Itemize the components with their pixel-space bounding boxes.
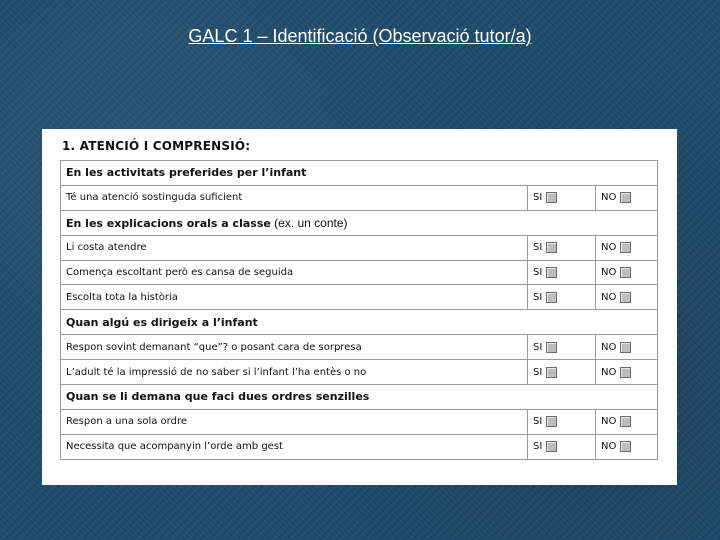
- yes-label: SI: [533, 192, 543, 204]
- group-header-row: [61, 310, 658, 335]
- table-row: [61, 335, 658, 360]
- item-label: Respon sovint demanant “que”? o posant cara de sorpresa: [61, 335, 528, 360]
- yes-checkbox[interactable]: [546, 292, 557, 303]
- item-label: Respon a una sola ordre: [61, 409, 528, 434]
- section-heading: 1. ATENCIÓ I COMPRENSIÓ:: [62, 139, 251, 153]
- table-row: [61, 260, 658, 285]
- group-header-label: Quan algú es dirigeix a l’infant: [66, 315, 258, 329]
- item-label: Comença escoltant però es cansa de seguida: [61, 260, 528, 285]
- yes-cell: [528, 285, 596, 310]
- yes-label: SI: [533, 416, 543, 428]
- item-label: L’adult té la impressió de no saber si l’infant l’ha entès o no: [61, 360, 528, 385]
- table-row: [61, 285, 658, 310]
- yes-cell: [528, 360, 596, 385]
- slide-title: GALC 1 – Identificació (Observació tutor/a): [188, 26, 532, 46]
- no-cell: [596, 409, 658, 434]
- no-label: NO: [601, 291, 617, 303]
- no-checkbox[interactable]: [620, 367, 631, 378]
- yes-cell: [528, 260, 596, 285]
- group-header-row: [61, 210, 658, 235]
- no-checkbox[interactable]: [620, 292, 631, 303]
- no-cell: [596, 360, 658, 385]
- yes-checkbox[interactable]: [546, 367, 557, 378]
- table-row: [61, 434, 658, 459]
- no-label: NO: [601, 366, 617, 378]
- group-header: [61, 210, 658, 235]
- table-row: [61, 360, 658, 385]
- item-label: Li costa atendre: [61, 235, 528, 260]
- item-label: Escolta tota la història: [61, 285, 528, 310]
- yes-label: SI: [533, 291, 543, 303]
- yes-cell: [528, 235, 596, 260]
- table-row: [61, 409, 658, 434]
- table-row: [61, 185, 658, 210]
- yes-cell: [528, 409, 596, 434]
- group-header: [61, 385, 658, 410]
- yes-cell: [528, 434, 596, 459]
- no-checkbox[interactable]: [620, 267, 631, 278]
- group-header: [61, 161, 658, 186]
- yes-label: SI: [533, 341, 543, 353]
- group-header-label: Quan se li demana que faci dues ordres senzilles: [66, 390, 370, 404]
- no-label: NO: [601, 192, 617, 204]
- group-header-row: [61, 385, 658, 410]
- yes-checkbox[interactable]: [546, 342, 557, 353]
- form-document: [42, 129, 677, 485]
- yes-cell: [528, 185, 596, 210]
- yes-checkbox[interactable]: [546, 416, 557, 427]
- yes-label: SI: [533, 441, 543, 453]
- no-label: NO: [601, 341, 617, 353]
- yes-label: SI: [533, 242, 543, 254]
- item-label: Necessita que acompanyin l’orde amb gest: [61, 434, 528, 459]
- no-checkbox[interactable]: [620, 242, 631, 253]
- no-cell: [596, 260, 658, 285]
- group-header-label: En les explicacions orals a classe: [66, 216, 271, 230]
- no-label: NO: [601, 416, 617, 428]
- no-cell: [596, 285, 658, 310]
- yes-checkbox[interactable]: [546, 242, 557, 253]
- group-header-note: (ex. un conte): [270, 215, 348, 230]
- no-label: NO: [601, 242, 617, 254]
- no-cell: [596, 335, 658, 360]
- no-cell: [596, 185, 658, 210]
- no-checkbox[interactable]: [620, 441, 631, 452]
- yes-checkbox[interactable]: [546, 441, 557, 452]
- group-header: [61, 310, 658, 335]
- table-row: [61, 235, 658, 260]
- yes-label: SI: [533, 267, 543, 278]
- no-label: NO: [601, 441, 617, 453]
- no-checkbox[interactable]: [620, 342, 631, 353]
- yes-cell: [528, 335, 596, 360]
- yes-checkbox[interactable]: [546, 267, 557, 278]
- no-checkbox[interactable]: [620, 416, 631, 427]
- group-header-row: [61, 161, 658, 186]
- yes-label: SI: [533, 366, 543, 378]
- item-label: Té una atenció sostinguda suficient: [61, 185, 528, 210]
- group-header-label: En les activitats preferides per l’infant: [66, 166, 307, 180]
- no-checkbox[interactable]: [620, 192, 631, 203]
- yes-checkbox[interactable]: [546, 192, 557, 203]
- no-cell: [596, 434, 658, 459]
- no-cell: [596, 235, 658, 260]
- no-label: NO: [601, 267, 617, 278]
- observation-table: [60, 160, 658, 460]
